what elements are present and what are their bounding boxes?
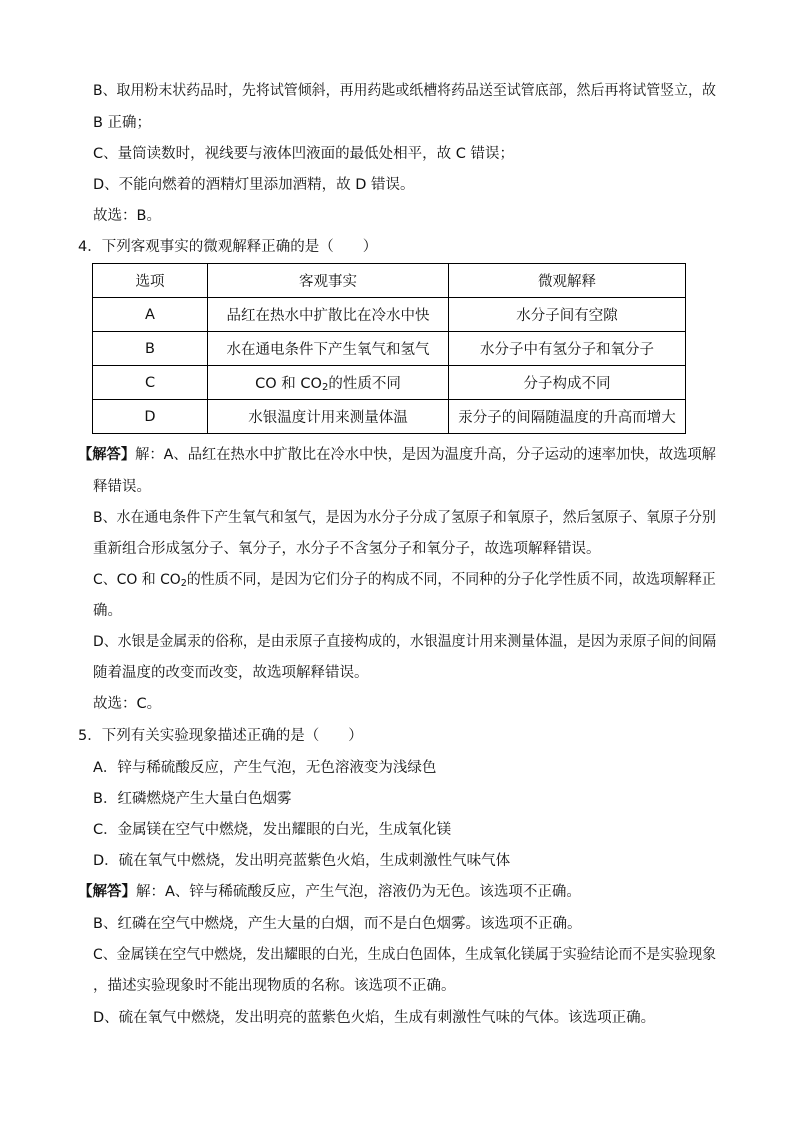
q3-analysis-b-line1: B、取用粉末状药品时，先将试管倾斜，再用药匙或纸槽将药品送至试管底部，然后再将试管竖立，故	[93, 83, 716, 99]
cell-fact: 水在通电条件下产生氧气和氢气	[208, 332, 449, 366]
table-row	[93, 366, 686, 400]
answer-tag: 【解答】	[78, 447, 136, 463]
analysis-text: C、CO 和 CO	[93, 572, 181, 588]
fact-text: CO 和 CO	[255, 376, 322, 392]
q4-table	[92, 263, 686, 434]
header-option: 选项	[93, 264, 208, 298]
answer-tag: 【解答】	[78, 884, 136, 900]
table-row	[93, 298, 686, 332]
cell-option: D	[93, 400, 208, 434]
q4-analysis-c-line2: 确。	[93, 603, 122, 619]
table-row	[93, 400, 686, 434]
cell-fact: 水银温度计用来测量体温	[208, 400, 449, 434]
q5-analysis-a	[78, 882, 581, 902]
cell-fact: 品红在热水中扩散比在冷水中快	[208, 298, 449, 332]
table-row	[93, 332, 686, 366]
cell-fact	[208, 366, 449, 400]
q5-stem: 5．下列有关实验现象描述正确的是（ ）	[78, 728, 363, 744]
cell-option: B	[93, 332, 208, 366]
q4-analysis-b-line1: B、水在通电条件下产生氧气和氢气，是因为水分子分成了氢原子和氧原子，然后氢原子、氧原子分别	[93, 510, 716, 526]
q4-analysis-d-line1: D、水银是金属汞的俗称，是由汞原子直接构成的，水银温度计用来测量体温，是因为汞原子间的间隔	[93, 634, 717, 650]
fact-text: 的性质不同	[328, 376, 401, 392]
q5-analysis-d: D、硫在氧气中燃烧，发出明亮的蓝紫色火焰，生成有刺激性气味的气体。该选项正确。	[93, 1010, 656, 1026]
cell-option: A	[93, 298, 208, 332]
q4-analysis-a-line1	[78, 445, 716, 465]
cell-explanation: 汞分子的间隔随温度的升高而增大	[449, 400, 686, 434]
q5-analysis-b: B、红磷在空气中燃烧，产生大量的白烟，而不是白色烟雾。该选项不正确。	[93, 916, 582, 932]
analysis-text: 解：A、锌与稀硫酸反应，产生气泡，溶液仍为无色。该选项不正确。	[136, 884, 581, 900]
table-header-row	[93, 264, 686, 298]
cell-explanation: 水分子中有氢分子和氧分子	[449, 332, 686, 366]
cell-explanation: 分子构成不同	[449, 366, 686, 400]
cell-option: C	[93, 366, 208, 400]
q4-analysis-b-line2: 重新组合形成氢分子、氧分子，水分子不含氢分子和氧分子，故选项解释错误。	[93, 541, 601, 557]
subscript: 2	[180, 578, 187, 589]
q4-stem: 4．下列客观事实的微观解释正确的是（ ）	[78, 239, 378, 255]
q3-analysis-c: C、量筒读数时，视线要与液体凹液面的最低处相平，故 C 错误；	[93, 146, 514, 162]
q5-analysis-c-line1: C、金属镁在空气中燃烧，发出耀眼的白光，生成白色固体，生成氧化镁属于实验结论而不是实验现象	[93, 947, 717, 963]
q5-option-d: D．硫在氧气中燃烧，发出明亮蓝紫色火焰，生成刺激性气味气体	[93, 853, 511, 869]
q3-analysis-b-line2: B 正确；	[93, 115, 152, 131]
q3-answer: 故选：B。	[93, 208, 161, 224]
analysis-text: 的性质不同，是因为它们分子的构成不同，不同种的分子化学性质不同，故选项解释正	[186, 572, 716, 588]
q4-analysis-d-line2: 随着温度的改变而改变，故选项解释错误。	[93, 665, 369, 681]
q3-analysis-d: D、不能向燃着的酒精灯里添加酒精，故 D 错误。	[93, 177, 415, 193]
analysis-text: 解：A、品红在热水中扩散比在冷水中快，是因为温度升高，分子运动的速率加快，故选项解	[135, 447, 716, 463]
q4-analysis-c-line1	[93, 570, 716, 590]
header-explanation: 微观解释	[449, 264, 686, 298]
q4-answer: 故选：C。	[93, 696, 162, 712]
subscript: 2	[321, 382, 329, 393]
q5-option-c: C．金属镁在空气中燃烧，发出耀眼的白光，生成氧化镁	[93, 822, 452, 838]
q5-option-b: B．红磷燃烧产生大量白色烟雾	[93, 791, 292, 807]
header-fact: 客观事实	[208, 264, 449, 298]
q4-analysis-a-line2: 释错误。	[93, 479, 151, 495]
q5-option-a: A．锌与稀硫酸反应，产生气泡，无色溶液变为浅绿色	[93, 760, 437, 776]
q5-analysis-c-line2: ，描述实验现象时不能出现物质的名称。该选项不正确。	[93, 978, 456, 994]
cell-explanation: 水分子间有空隙	[449, 298, 686, 332]
